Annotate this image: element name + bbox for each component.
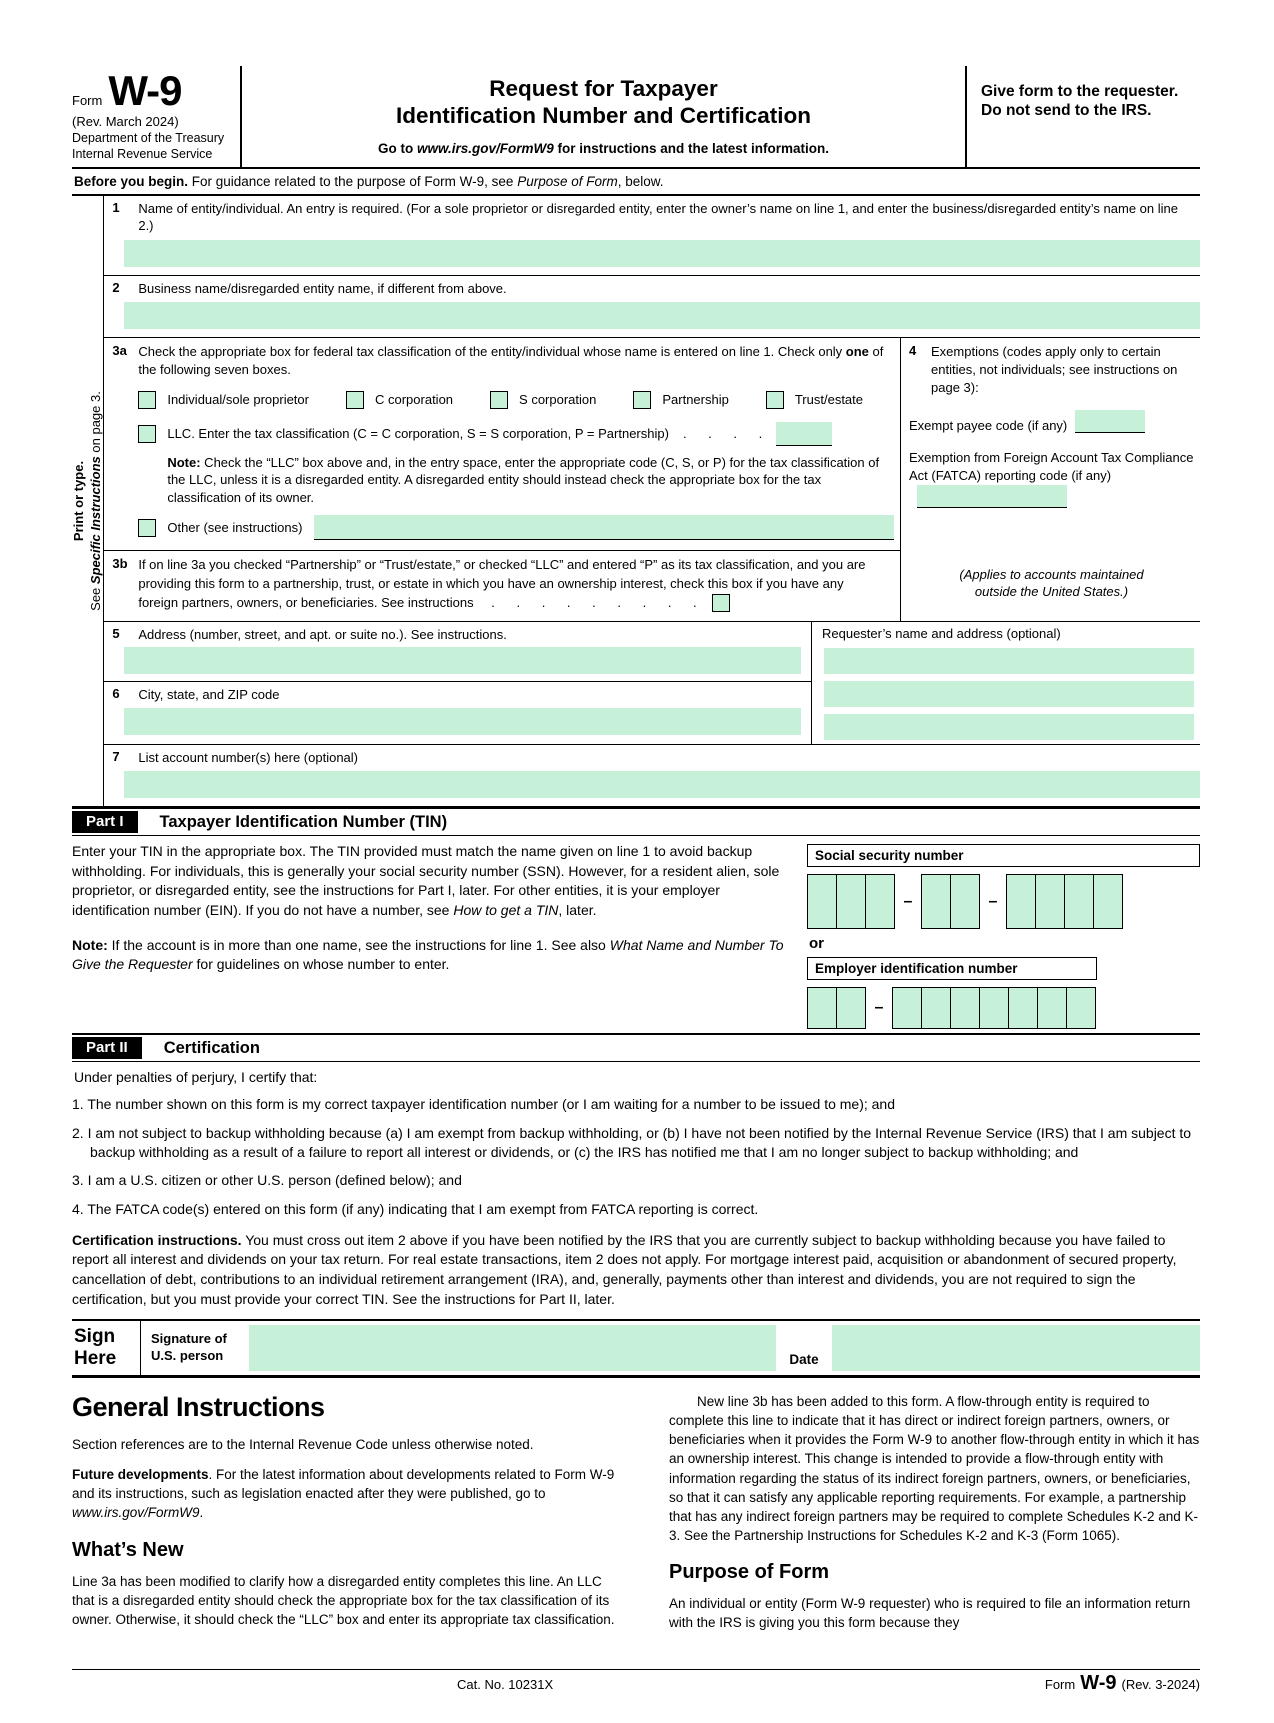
ssn-digit-cell[interactable] [1006, 874, 1036, 929]
line3a-row [104, 338, 900, 550]
individual-checkbox[interactable] [138, 391, 156, 409]
part1-text-column [72, 842, 807, 1029]
tax-classification-options [138, 391, 900, 409]
foreign-partners-checkbox[interactable] [712, 594, 730, 612]
line5-number: 5 [112, 625, 120, 641]
ssn-digit-cell[interactable] [1093, 874, 1123, 929]
ssn-input-cells [807, 874, 1200, 929]
other-option-row [138, 515, 900, 540]
c-corporation-checkbox[interactable] [346, 391, 364, 409]
form-rows [103, 196, 1200, 806]
goto-line [252, 141, 955, 156]
form-number-line [72, 67, 232, 114]
certification-item-2: 2. I am not subject to backup withholding because (a) I am exempt from backup withholding, or (b) I have not been notified by the Internal Revenue Service (IRS) that I am subject to backup withholding as a result of a failure to report all interest or dividends, or (c) the IRS has notified me that I am no longer subject to backup withholding; and [72, 1124, 1192, 1160]
title-line1: Request for Taxpayer [489, 76, 718, 101]
whats-new-title: What’s New [72, 1538, 184, 1561]
part1-note-italic: What Name and Number To Give the Requester [72, 936, 784, 973]
ein-digit-cell[interactable] [1066, 987, 1096, 1029]
part1-note-tail: for guidelines on whose number to enter. [192, 956, 450, 973]
individual-label: Individual/sole proprietor [167, 392, 309, 408]
part1-body [72, 836, 1200, 1033]
ssn-dash: – [903, 892, 913, 910]
s-corporation-checkbox[interactable] [490, 391, 508, 409]
part2-header [72, 1033, 1200, 1062]
form-number: W-9 [108, 67, 182, 114]
part1-note-pre: If the account is in more than one name, see the instructions for line 1. See also [107, 936, 610, 953]
line6-row [104, 682, 811, 742]
instructions-right-column [669, 1392, 1200, 1644]
date-label: Date [789, 1351, 819, 1367]
line7-label: List account number(s) here (optional) [138, 749, 359, 765]
instructions-left-column [72, 1392, 627, 1644]
department-line: Department of the Treasury [72, 130, 225, 145]
page-title [252, 76, 955, 129]
print-or-type-sidebar [72, 196, 103, 806]
footer-form-number: W-9 [1080, 1672, 1117, 1695]
line6-label: City, state, and ZIP code [138, 687, 280, 703]
requester-input-2[interactable] [824, 681, 1194, 707]
part2-title: Certification [163, 1038, 260, 1057]
partnership-checkbox[interactable] [633, 391, 651, 409]
catalog-number: Cat. No. 10231X [457, 1677, 554, 1693]
before-begin-bold: Before you begin. [74, 173, 189, 189]
agency-line: Internal Revenue Service [72, 146, 213, 161]
form-word: Form [72, 93, 103, 108]
future-developments-paragraph [72, 1465, 627, 1522]
part1-badge: Part I [72, 811, 138, 833]
option-individual [138, 391, 309, 409]
part2-badge: Part II [72, 1037, 142, 1059]
applies-note [909, 556, 1194, 613]
llc-note-bold: Note: [167, 454, 201, 470]
city-state-zip-input[interactable] [124, 708, 801, 735]
requester-input-3[interactable] [824, 714, 1194, 740]
future-developments-tail: . [199, 1505, 204, 1521]
ssn-dash: – [988, 892, 998, 910]
certification-item-3: 3. I am a U.S. citizen or other U.S. person (defined below); and [72, 1172, 462, 1189]
before-begin-text: For guidance related to the purpose of Form W-9, see [188, 173, 518, 189]
exempt-payee-row [909, 410, 1194, 433]
llc-dot-leaders: . . . . [682, 426, 765, 442]
before-begin-italic: Purpose of Form [517, 173, 618, 189]
side-label-bold: Print or type. [70, 460, 86, 542]
signature-label-line2: U.S. person [151, 1348, 224, 1364]
side-label-see: See [87, 584, 103, 611]
side-label-tail: on page 3. [87, 391, 103, 457]
classification-column [104, 338, 900, 620]
before-you-begin-line [72, 169, 1200, 196]
section-references-paragraph: Section references are to the Internal Revenue Code unless otherwise noted. [72, 1436, 534, 1452]
part1-title: Taxpayer Identification Number (TIN) [159, 812, 448, 831]
llc-note-text: Check the “LLC” box above and, in the entry space, enter the appropriate code (C, S, or P) for the tax classification of the LLC, unless it is a disregarded entity. A disregarded entity should instead check the appropriate box for the tax classification of its owner. [167, 454, 880, 505]
trust-estate-label: Trust/estate [794, 392, 863, 408]
future-developments-text: . For the latest information about developments related to Form W-9 and its instructions, such as legislation enacted after they were published, go to [72, 1467, 615, 1502]
fatca-label: Exemption from Foreign Account Tax Compliance Act (FATCA) reporting code (if any) [909, 450, 1194, 484]
goto-suffix: for instructions and the latest information. [553, 141, 830, 157]
line4-number: 4 [909, 343, 917, 359]
ein-dash: – [874, 999, 884, 1017]
line5-label: Address (number, street, and apt. or suite no.). See instructions. [138, 626, 507, 642]
signature-label [141, 1321, 249, 1375]
line3a-label-bold: one [845, 344, 869, 360]
future-developments-bold: Future developments [72, 1467, 209, 1483]
exempt-payee-code-input[interactable] [1075, 410, 1145, 433]
account-numbers-input[interactable] [124, 771, 1200, 798]
option-s-corporation [490, 391, 596, 409]
part1-paragraph [72, 842, 793, 920]
ein-label: Employer identification number [807, 957, 1097, 980]
certification-instructions-bold: Certification instructions. [72, 1231, 242, 1248]
ssn-digit-cell[interactable] [950, 874, 980, 929]
footer-revision: (Rev. 3-2024) [1121, 1677, 1200, 1693]
line4-row [909, 343, 1194, 396]
other-input[interactable] [314, 515, 894, 540]
sign-here-row [72, 1319, 1200, 1378]
line1-number: 1 [112, 199, 120, 215]
line2-number: 2 [112, 279, 120, 295]
line3a-label-pre: Check the appropriate box for federal tax classification of the entity/individual whose name is entered on line 1. Check only [138, 344, 846, 360]
future-developments-url[interactable]: www.irs.gov/FormW9 [72, 1505, 200, 1521]
form-body [72, 196, 1200, 806]
certification-item-1: 1. The number shown on this form is my correct taxpayer identification number (or I am waiting for a number to be issued to me); and [72, 1096, 896, 1113]
side-label-italic: Specific Instructions [87, 456, 103, 585]
other-label: Other (see instructions) [167, 520, 303, 536]
address-input[interactable] [124, 647, 801, 674]
form-title-block [242, 66, 965, 167]
ssn-digit-cell[interactable] [1064, 874, 1094, 929]
line1-label: Name of entity/individual. An entry is required. (For a sole proprietor or disregarded entity, enter the owner’s name on line 1, and enter the business/disregarded entity’s name on line 2.) [138, 200, 1178, 234]
new-line-3b-paragraph: New line 3b has been added to this form. A flow-through entity is required to complete this line to indicate that it has direct or indirect foreign partners, owners, or beneficiaries when it provides the Form W-9 to another flow-through entity in which it has an ownership interest. This change is intended to provide a flow-through entity with information regarding the status of its indirect foreign partners, owners, or beneficiaries, so that it can satisfy any applicable reporting requirements. For example, a partnership that has any indirect foreign partners may be required to complete Schedules K-2 and K-3. See the Partnership Instructions for Schedules K-2 and K-3 (Form 1065). [669, 1393, 1200, 1543]
signature-label-line1: Signature of [151, 1331, 227, 1347]
ssn-digit-cell[interactable] [1035, 874, 1065, 929]
llc-classification-input[interactable] [776, 422, 832, 446]
certification-instructions [72, 1231, 1200, 1309]
llc-note [167, 454, 890, 507]
exempt-payee-label: Exempt payee code (if any) [909, 418, 1068, 434]
llc-checkbox[interactable] [138, 425, 156, 443]
line3b-text: If on line 3a you checked “Partnership” or “Trust/estate,” or checked “LLC” and entered “P” as its tax classification, and you are providing this form to a partnership, trust, or estate in which you have an ownership interest, check this box if you have any foreign partners, owners, or beneficiaries. See instructions [138, 557, 866, 610]
irs-url-link[interactable]: www.irs.gov/FormW9 [416, 141, 554, 157]
option-partnership [633, 391, 728, 409]
line3b-number: 3b [112, 556, 128, 572]
part1-header [72, 806, 1200, 836]
ein-digit-cell[interactable] [1008, 987, 1038, 1029]
certification-intro: Under penalties of perjury, I certify that: [74, 1069, 318, 1086]
form-identity-block [72, 66, 242, 167]
llc-label: LLC. Enter the tax classification (C = C corporation, S = S corporation, P = Partnership) [167, 426, 669, 442]
part1-para-tail: , later. [558, 902, 597, 919]
line1-row [104, 196, 1200, 276]
line6-number: 6 [112, 686, 120, 702]
requester-label: Requester’s name and address (optional) [822, 625, 1061, 641]
line2-row [104, 276, 1200, 339]
option-c-corporation [346, 391, 453, 409]
general-instructions-section [72, 1392, 1200, 1644]
ein-digit-cell[interactable] [892, 987, 922, 1029]
other-checkbox[interactable] [138, 519, 156, 537]
classification-and-exemptions-block [104, 338, 1200, 621]
title-line2: Identification Number and Certification [395, 102, 812, 128]
part1-para-italic: How to get a TIN [453, 902, 559, 919]
certification-instructions-text: You must cross out item 2 above if you have been notified by the IRS that you are currently subject to backup withholding because you have failed to report all interest and dividends on your tax return. For real estate transactions, item 2 does not apply. For mortgage interest paid, acquisition or abandonment of secured property, cancellation of debt, contributions to an individual retirement arrangement (IRA), and, generally, payments other than interest and dividends, you are not required to sign the certification, but you must provide your correct TIN. See the instructions for Part II, later. [72, 1231, 1177, 1307]
part2-body [72, 1069, 1200, 1309]
c-corporation-label: C corporation [374, 392, 454, 408]
trust-estate-checkbox[interactable] [766, 391, 784, 409]
applies-line1: (Applies to accounts maintained [959, 566, 1144, 582]
line7-number: 7 [112, 748, 120, 764]
applies-line2: outside the United States.) [974, 584, 1129, 600]
ssn-digit-cell[interactable] [807, 874, 837, 929]
sign-word-line2: Here [74, 1348, 117, 1370]
line3a-number: 3a [112, 343, 127, 359]
ein-digit-cell[interactable] [1037, 987, 1067, 1029]
signature-input[interactable] [249, 1325, 776, 1371]
purpose-of-form-title: Purpose of Form [669, 1561, 830, 1584]
date-input[interactable] [832, 1325, 1200, 1371]
ssn-label: Social security number [807, 844, 1200, 867]
sign-word-line1: Sign [74, 1326, 116, 1348]
general-instructions-title: General Instructions [72, 1391, 325, 1422]
llc-option-row [138, 422, 900, 446]
s-corporation-label: S corporation [519, 392, 597, 408]
ein-digit-cell[interactable] [950, 987, 980, 1029]
line5-row [104, 622, 811, 683]
line2-label: Business name/disregarded entity name, if different from above. [138, 280, 507, 296]
ssn-digit-cell[interactable] [921, 874, 951, 929]
ein-input-cells [807, 987, 1200, 1029]
footer-form-word: Form [1044, 1677, 1076, 1693]
whats-new-paragraph: Line 3a has been modified to clarify how a disregarded entity completes this line. An LLC that is a disregarded entity should check the appropriate box for the tax classification of its owner. Otherwise, it should check the “LLC” box and enter its appropriate tax classification. [72, 1573, 615, 1627]
print-or-type-label [71, 391, 105, 611]
line3a-label-post: of the following seven boxes. [138, 344, 884, 377]
option-trust-estate [766, 391, 863, 409]
line3b-dot-leaders: . . . . . . . . . [491, 594, 699, 610]
ein-digit-cell[interactable] [836, 987, 866, 1029]
ein-digit-cell[interactable] [979, 987, 1009, 1029]
certification-item-4: 4. The FATCA code(s) entered on this form (if any) indicating that I am exempt from FATCA reporting is correct. [72, 1200, 759, 1217]
line7-row [104, 745, 1200, 807]
ein-digit-cell[interactable] [921, 987, 951, 1029]
line3b-label [138, 556, 892, 613]
or-label: or [809, 935, 824, 953]
fatca-row [909, 449, 1194, 508]
name-input[interactable] [124, 240, 1200, 267]
before-begin-tail: , below. [617, 173, 664, 189]
line4-label: Exemptions (codes apply only to certain entities, not individuals; see instructions on page 3): [931, 344, 1178, 395]
form-header [72, 66, 1200, 169]
ein-digit-cell[interactable] [807, 987, 837, 1029]
footer-form-id [1045, 1672, 1200, 1695]
ssn-digit-cell[interactable] [836, 874, 866, 929]
line3b-row [104, 550, 900, 621]
part1-note-bold: Note: [72, 936, 108, 953]
tin-boxes-column [807, 842, 1200, 1029]
part1-para-pre: Enter your TIN in the appropriate box. The TIN provided must match the name given on line 1 to avoid backup withholding. For individuals, this is generally your social security number (SSN). However, for a resident alien, sole proprietor, or disregarded entity, see the instructions for Part I, later. For other entities, it is your employer identification number (EIN). If you do not have a number, see [72, 843, 780, 919]
give-form-notice: Give form to the requester. Do not send to the IRS. [965, 66, 1200, 167]
ssn-digit-cell[interactable] [865, 874, 895, 929]
page-footer [72, 1669, 1200, 1703]
part1-note [72, 936, 793, 975]
line3a-label [138, 343, 900, 378]
sign-here-label [72, 1321, 140, 1375]
exemptions-column [900, 338, 1200, 620]
fatca-code-input[interactable] [917, 485, 1067, 508]
purpose-of-form-paragraph: An individual or entity (Form W-9 requester) who is required to file an information return with the IRS is giving you this form because they [669, 1596, 1191, 1631]
address-column [104, 622, 812, 744]
partnership-label: Partnership [662, 392, 729, 408]
goto-prefix: Go to [377, 141, 417, 157]
requester-input-1[interactable] [824, 648, 1194, 674]
address-and-requester-block [104, 622, 1200, 745]
business-name-input[interactable] [124, 302, 1200, 329]
requester-column [812, 622, 1200, 744]
form-revision: (Rev. March 2024) [72, 113, 179, 129]
